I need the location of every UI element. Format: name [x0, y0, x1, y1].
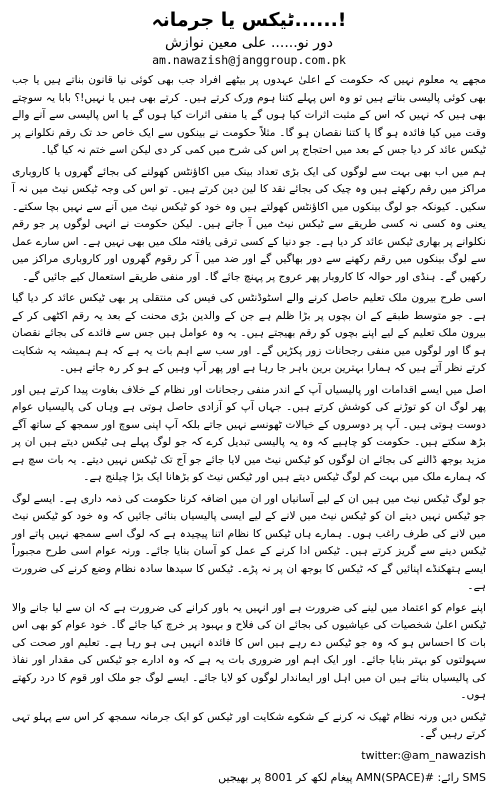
author-twitter: twitter:@am_nawazish: [361, 748, 486, 762]
paragraph-1: مجھے یہ معلوم نہیں کہ حکومت کے اعلیٰ عہدوں پر بیٹھے افراد جب بھی کوئی نیا قانون بناتے ہیں یا جب بھی کوئی پالیسی بناتے ہیں تو وہ اس پہلے کتنا ہوم ورک کرتے ہیں۔ کرتے بھی ہیں یا نہیں!؟ بابا یہ سوچتے بھی ہیں کہ نہیں کہ اس کے مثبت اثرات کیا ہوں گے یا منفی اثرات کیا ہوں گے یا اس پالیسی سے آنے والے وقت میں کیا فائدہ ہو گا یا کتنا نقصان ہو گا۔ مثلاً حکومت نے بینکوں سے ایک خاص حد تک رقم نکلوانے پر ٹیکس عائد کر دیا جس کے بعد میں احتجاج پر اس کی شرح میں کمی کر دی لیکن اسے ختم نہ کیا گیا۔: [12, 74, 486, 156]
author-email: am.nawazish@janggroup.com.pk: [152, 53, 346, 67]
paragraph-2: ہم میں اب بھی بہت سے لوگوں کی ایک بڑی تعداد بینک میں اکاؤنٹس کھولنے کی بجائے گھروں یا کاروباری مراکز میں رقم رکھتے ہیں وہ چیک کی بجائے نقد کا لین دین کرتے ہیں۔ تو اس کی وجہ ٹیکس نیٹ میں نہ آ سکیں۔ کیونکہ جو لوگ بینکوں میں اکاؤنٹس کھولتے ہیں وہ خود کو ٹیکس نیٹ میں آنے سے نہیں بچا سکتے۔ یعنی وہ کسی نہ کسی طریقے سے ٹیکس نیٹ میں آ جاتے ہیں۔ لیکن حکومت نے انہی لوگوں پر جو رقم نکلوانے پر بھاری ٹیکس عائد کر دیا ہے۔ جو دنیا کے کسی ترقی یافتہ ملک میں بھی نہیں ہے۔ اس سارے عمل سے لوگ بینکوں میں رقم رکھنے سے دور بھاگیں گے اور ضد میں آ کر رقوم گھروں اور کاروباری مراکز میں رکھیں گے۔ ہنڈی اور حوالہ کا کاروبار پھر عروج پر پہنچ جائے گا۔ اور منفی طریقے استعمال کیے جائیں گے۔: [12, 165, 486, 283]
column-title: ٹیکس یا جرمانہ......!: [151, 9, 347, 31]
paragraph-4: اصل میں ایسے اقدامات اور پالیسیاں آپ کے اندر منفی رجحانات اور نظام کے خلاف بغاوت پیدا کرتے ہیں اور پھر لوگ ان کو توڑنے کی کوشش کرتے ہیں۔ جہاں آپ کو آزادی حاصل ہوتی ہے وہاں کی پالیسیاں عوام دوست ہوتی ہیں۔ آپ پر دوسروں کے خیالات ٹھونسے نہیں جاتے بلکہ آپ اپنی سوچ اور سمجھ کے ساتھ آگے بڑھ سکتے ہیں۔ حکومت کو چاہیے کہ وہ یہ پالیسی تبدیل کرے کہ جو لوگ پہلے ہی ٹیکس دیتے ہیں ان پر مزید بوجھ ڈالنے کی بجائے ان لوگوں کو ٹیکس نیٹ میں لایا جائے جو آج تک ٹیکس نہیں دیتے۔ یہ بات سچ ہے کہ ہمارے ملک میں بہت کم لوگ ٹیکس دیتے ہیں اور ٹیکس نیٹ کو بڑھانا ایک بڑا چیلنج ہے۔: [12, 383, 486, 483]
article-body: [12, 72, 486, 744]
paragraph-7: ٹیکس دیں ورنہ نظام ٹھیک نہ کرنے کے شکوے شکایت اور ٹیکس کو ایک جرمانہ سمجھ کر اس سے پہلو تہی کرتے رہیں گے۔: [12, 710, 486, 740]
paragraph-6: اپنے عوام کو اعتماد میں لینے کی ضرورت ہے اور انہیں یہ باور کرانے کی ضرورت ہے کہ ان سے لیا جانے والا ٹیکس اعلیٰ شخصیات کی عیاشیوں کی بجائے ان کی فلاح و بہبود پر خرچ کیا جائے گا۔ خود عوام کو بھی اس بات کا احساس ہو کہ وہ جو ٹیکس دے رہے ہیں اس کا فائدہ انہیں ہی ہو رہا ہے۔ تعلیم اور صحت کی سہولتوں کو بہتر بنایا جائے۔ اور ایک اہم اور ضروری بات یہ ہے کہ وہ ادارے جو ٹیکس کی مقدار اور نفاذ کی پالیسیاں بناتے ہیں ان میں اہل اور ایماندار لوگوں کو لایا جائے۔ ایسے لوگ جو ملک اور قوم کا درد رکھتے ہوں۔: [12, 601, 486, 701]
column-byline: دور نو...... علی معین نوازش: [164, 35, 334, 51]
paragraph-5: جو لوگ ٹیکس نیٹ میں ہیں ان کے لیے آسانیاں اور ان میں اضافہ کرنا حکومت کی ذمہ داری ہے۔ ایسے لوگ جو ٹیکس نہیں دیتے ان کو ٹیکس نیٹ میں لانے کے لیے ایسی پالیسیاں بنائی جائیں کہ وہ خود کو ٹیکس نیٹ میں لانے کی طرف راغب ہوں۔ ہمارے ہاں ٹیکس کا نظام اتنا پیچیدہ ہے کہ لوگ اسے سمجھ نہیں پاتے اور ٹیکس دینے سے گریز کرتے ہیں۔ ٹیکس ادا کرنے کے عمل کو آسان بنایا جائے۔ ورنہ عوام اسی طرح مجبوراً ایسے ہتھکنڈے اپنائیں گے کہ ٹیکس کا بوجھ ان پر نہ پڑے۔ ٹیکس کا سیدھا سادہ نظام وضع کرنے کی ضرورت ہے۔: [12, 492, 486, 592]
sms-feedback-line: SMS رائے: #AMN(SPACE) پیغام لکھ کر 8001 پر بھیجیں: [218, 770, 486, 784]
paragraph-3: اسی طرح بیرون ملک تعلیم حاصل کرنے والے اسٹوڈنٹس کی فیس کی منتقلی پر بھی ٹیکس عائد کر دیا گیا ہے۔ جو متوسط طبقے کے ان بچوں پر بڑا ظلم ہے جن کے والدین بڑی محنت کے بعد یہ رقم اکٹھی کر کے بیرون ملک تعلیم کے لیے اپنے بچوں کو رقم بھیجتے ہیں۔ یہ وہ عوامل ہیں جس سے فائدے کی بجائے نقصان ہو گا اور لوگوں میں منفی رجحانات زور پکڑیں گے۔ اور سب سے اہم بات یہ ہے کہ ہم ہمیشہ یہ شکایت کرتے نظر آتے ہیں کہ ہمارا بہترین برین باہر جا رہا ہے اور پھر آپ وہیں کے ہو کر رہ جاتے ہیں۔: [12, 292, 486, 374]
